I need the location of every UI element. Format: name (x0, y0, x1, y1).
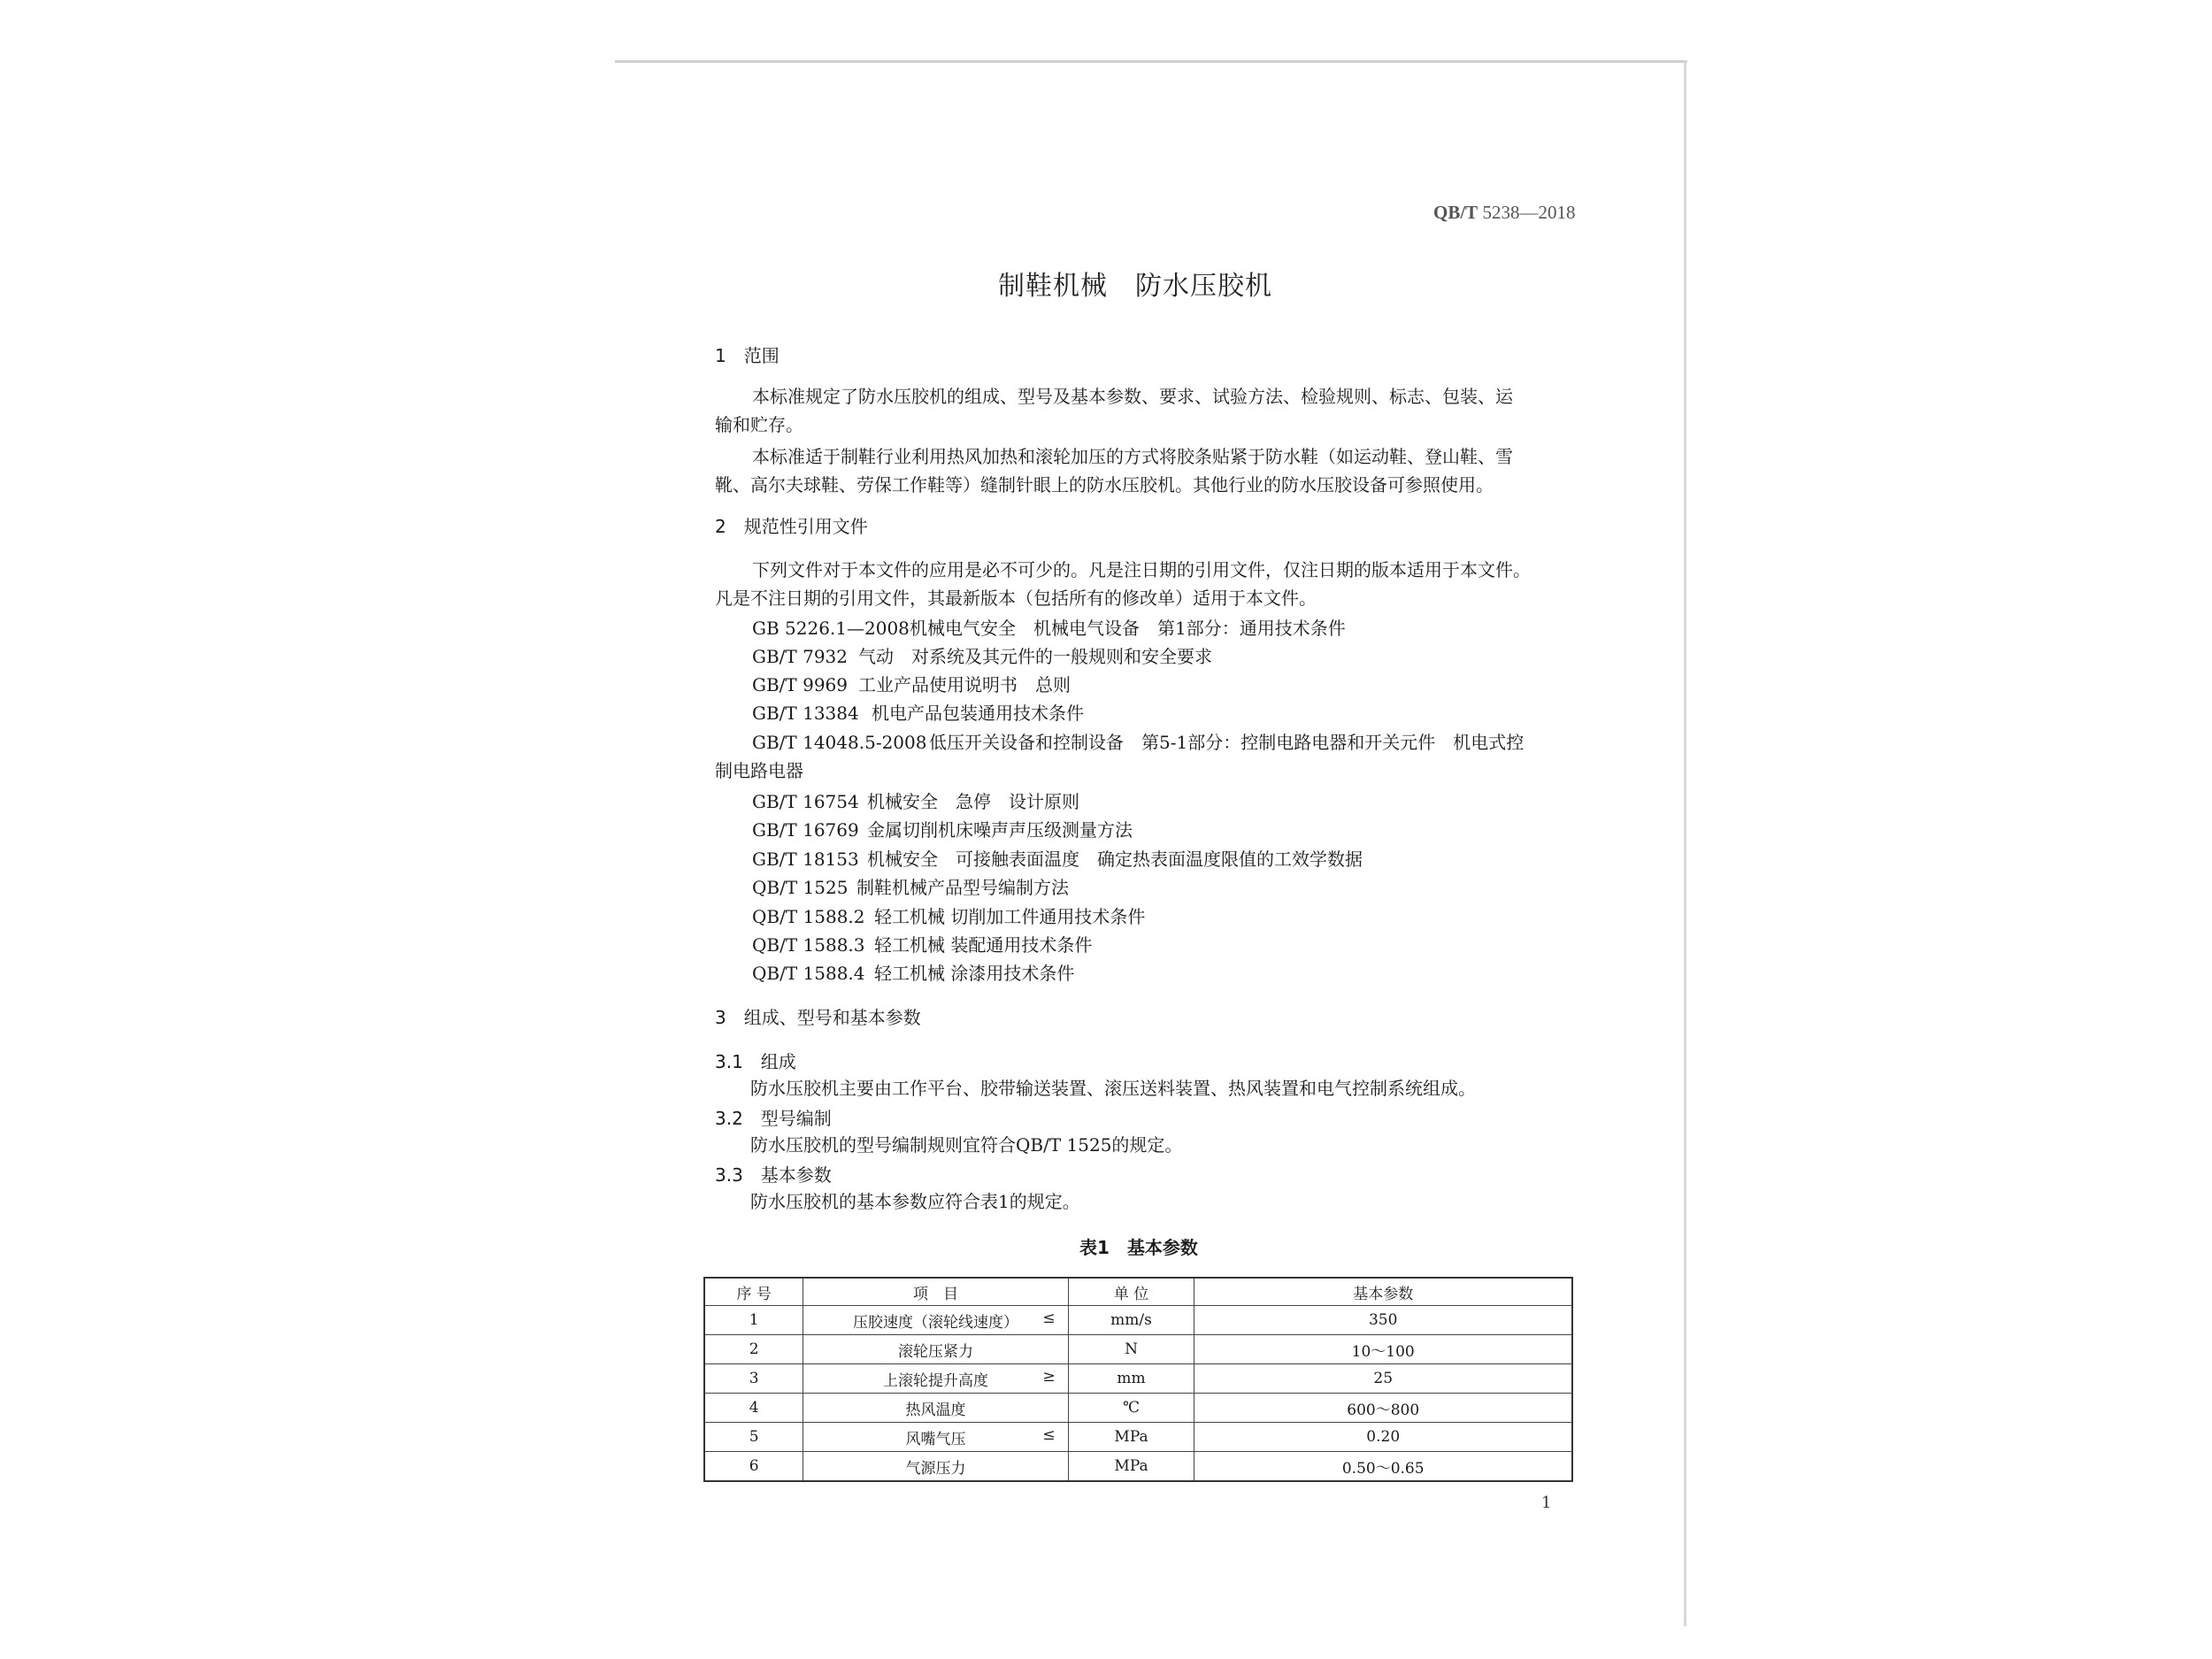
header-item: 项 目 (803, 1278, 1068, 1306)
cell-unit: MPa (1068, 1452, 1194, 1482)
cell-value: 10～100 (1194, 1335, 1572, 1364)
section-3-3-text: 防水压胶机的基本参数应符合表1的规定。 (750, 1191, 1080, 1212)
cell-value: 25 (1194, 1364, 1572, 1394)
cell-item: 滚轮压紧力 (803, 1335, 1068, 1364)
cell-item: 压胶速度（滚轮线速度） ≤ (803, 1306, 1068, 1335)
reference-item: GB/T 18153 机械安全 可接触表面温度 确定热表面温度限值的工效学数据 (752, 849, 1363, 870)
cell-no: 4 (704, 1394, 803, 1423)
reference-item: GB/T 7932 气动 对系统及其元件的一般规则和安全要求 (752, 646, 1212, 667)
section-3-heading: 3 组成、型号和基本参数 (715, 1007, 921, 1028)
reference-item: GB/T 13384 机电产品包装通用技术条件 (752, 703, 1084, 724)
cell-item: 气源压力 (803, 1452, 1068, 1482)
cell-item: 风嘴气压 ≤ (803, 1423, 1068, 1452)
reference-item: QB/T 1525 制鞋机械产品型号编制方法 (752, 877, 1069, 898)
cell-comparator: ≥ (1042, 1368, 1056, 1386)
cell-value: 600～800 (1194, 1394, 1572, 1423)
cell-comparator: ≤ (1042, 1426, 1056, 1444)
reference-item: GB/T 9969 工业产品使用说明书 总则 (752, 674, 1071, 695)
table-header-row (704, 1278, 1572, 1306)
cell-unit: ℃ (1068, 1394, 1194, 1423)
cell-item: 热风温度 (803, 1394, 1068, 1423)
standard-code: QB/T 5238—2018 (1433, 202, 1576, 223)
cell-value: 0.50～0.65 (1194, 1452, 1572, 1482)
cell-item: 上滚轮提升高度 ≥ (803, 1364, 1068, 1394)
reference-item: QB/T 1588.4 轻工机械 涂漆用技术条件 (752, 963, 1075, 984)
section-1-paragraph-1-line-2: 输和贮存。 (715, 414, 803, 435)
cell-unit: MPa (1068, 1423, 1194, 1452)
section-2-heading: 2 规范性引用文件 (715, 516, 868, 537)
basic-parameters-table (703, 1277, 1573, 1482)
section-1-paragraph-1-line-1: 本标准规定了防水压胶机的组成、型号及基本参数、要求、试验方法、检验规则、标志、包装、运 (752, 386, 1513, 407)
table-row (704, 1364, 1572, 1394)
reference-item: GB 5226.1—2008机械电气安全 机械电气设备 第1部分：通用技术条件 (752, 618, 1346, 639)
header-unit: 单 位 (1068, 1278, 1194, 1306)
cell-unit: mm (1068, 1364, 1194, 1394)
cell-value: 0.20 (1194, 1423, 1572, 1452)
section-3-1-text: 防水压胶机主要由工作平台、胶带输送装置、滚压送料装置、热风装置和电气控制系统组成。 (750, 1078, 1476, 1099)
header-value: 基本参数 (1194, 1278, 1572, 1306)
cell-unit: mm/s (1068, 1306, 1194, 1335)
page-edge (615, 60, 1687, 63)
cell-no: 1 (704, 1306, 803, 1335)
reference-item: QB/T 1588.2 轻工机械 切削加工件通用技术条件 (752, 906, 1146, 927)
cell-no: 6 (704, 1452, 803, 1482)
table-row (704, 1335, 1572, 1364)
section-1-paragraph-2-line-2: 靴、高尔夫球鞋、劳保工作鞋等）缝制针眼上的防水压胶机。其他行业的防水压胶设备可参照使用。 (715, 474, 1494, 495)
document-title: 制鞋机械 防水压胶机 (998, 271, 1272, 302)
section-2-intro-line-2: 凡是不注日期的引用文件，其最新版本（包括所有的修改单）适用于本文件。 (715, 588, 1317, 609)
reference-item-continued: 制电路电器 (715, 760, 803, 781)
cell-no: 2 (704, 1335, 803, 1364)
reference-item: GB/T 16754 机械安全 急停 设计原则 (752, 791, 1079, 812)
table-row (704, 1394, 1572, 1423)
section-2-intro-line-1: 下列文件对于本文件的应用是必不可少的。凡是注日期的引用文件，仅注日期的版本适用于本文件。 (752, 559, 1531, 580)
section-3-2-heading: 3.2 型号编制 (715, 1108, 832, 1129)
reference-item: QB/T 1588.3 轻工机械 装配通用技术条件 (752, 934, 1093, 956)
section-3-2-text: 防水压胶机的型号编制规则宜符合QB/T 1525的规定。 (750, 1134, 1183, 1156)
table-row (704, 1423, 1572, 1452)
table-row (704, 1452, 1572, 1482)
page-edge-right (1684, 60, 1686, 1626)
cell-no: 3 (704, 1364, 803, 1394)
section-1-heading: 1 范围 (715, 345, 780, 366)
table-caption: 表1 基本参数 (1079, 1237, 1198, 1258)
section-3-1-heading: 3.1 组成 (715, 1051, 796, 1072)
section-1-paragraph-2-line-1: 本标准适于制鞋行业利用热风加热和滚轮加压的方式将胶条贴紧于防水鞋（如运动鞋、登山鞋、雪 (752, 446, 1513, 467)
table-row (704, 1306, 1572, 1335)
section-3-3-heading: 3.3 基本参数 (715, 1164, 832, 1186)
cell-no: 5 (704, 1423, 803, 1452)
page-number: 1 (1541, 1494, 1552, 1512)
header-no: 序 号 (704, 1278, 803, 1306)
reference-item: GB/T 16769 金属切削机床噪声声压级测量方法 (752, 819, 1133, 841)
reference-item: GB/T 14048.5-2008 低压开关设备和控制设备 第5-1部分：控制电路电器和开关元件 机电式控 (752, 732, 1525, 753)
cell-value: 350 (1194, 1306, 1572, 1335)
cell-unit: N (1068, 1335, 1194, 1364)
cell-comparator: ≤ (1042, 1310, 1056, 1327)
